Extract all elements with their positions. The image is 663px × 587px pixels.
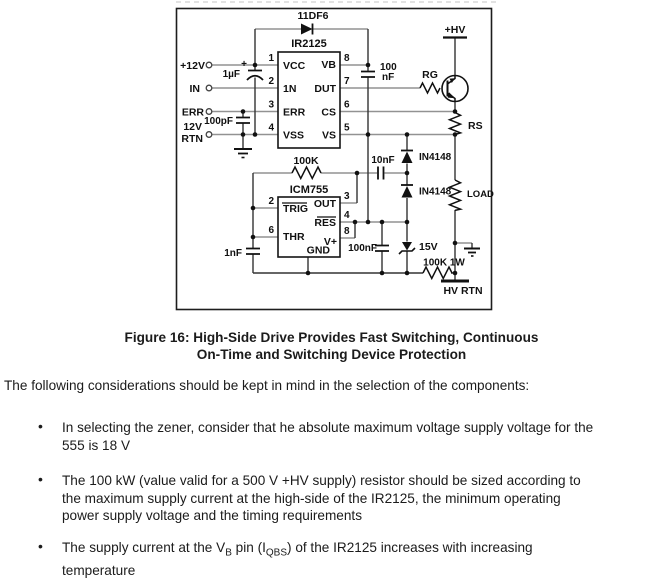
svg-text:4: 4 (268, 122, 274, 134)
svg-text:2: 2 (268, 196, 274, 207)
label-in4148-1: IN4148 (419, 152, 452, 163)
bullet-marker: • (38, 471, 43, 487)
bullet-marker: • (38, 418, 43, 434)
svg-text:RES: RES (314, 217, 336, 229)
svg-text:CS: CS (321, 106, 336, 119)
svg-text:2: 2 (268, 76, 274, 87)
intro-paragraph: The following considerations should be kept in mind in the selection of the components: (4, 378, 530, 393)
bullet-item-1 (0, 419, 663, 454)
figure-caption-line2: On-Time and Switching Device Protection (196, 347, 467, 362)
label-bootcap-100: 100 (380, 62, 397, 73)
bleed-100k1w-resistor (423, 267, 452, 279)
bullet-text-part: pin (I (231, 540, 266, 555)
rs-resistor (450, 113, 461, 135)
label-bootcap-nf: nF (382, 72, 395, 83)
in4148-diode-2 (401, 185, 413, 198)
bullet-text (62, 419, 663, 454)
bullet-line: In selecting the zener, consider that he absolute maximum voltage supply voltage for the (62, 420, 594, 435)
svg-text:5: 5 (344, 122, 350, 134)
svg-text:1N: 1N (283, 83, 297, 95)
label-15v: 15V (419, 241, 438, 253)
svg-text:8: 8 (344, 53, 350, 64)
label-1uf: 1µF (222, 69, 240, 80)
figure-caption-line1: Figure 16: High-Side Drive Provides Fast Switching, Continuous (124, 330, 539, 345)
svg-text:THR: THR (283, 231, 305, 243)
label-in4148-2: IN4148 (419, 186, 452, 198)
label-rs: RS (468, 120, 483, 132)
svg-text:6: 6 (344, 99, 350, 111)
svg-text:4: 4 (344, 210, 350, 221)
terminal-err (206, 109, 212, 115)
rg-resistor (420, 83, 440, 93)
bullet-line: The 100 kW (value valid for a 500 V +HV supply) resistor should be sized according to (62, 473, 581, 488)
timing-100k-resistor (292, 167, 321, 179)
svg-text:DUT: DUT (314, 83, 336, 95)
label-hv-rtn: HV RTN (443, 285, 483, 297)
svg-text:ERR: ERR (283, 106, 306, 119)
bullet-text-part: ) of the IR2125 increases with increasing (287, 540, 533, 555)
svg-text:TRIG: TRIG (283, 203, 309, 215)
cap-boot-100nf (361, 72, 375, 78)
svg-text:3: 3 (344, 191, 350, 202)
subscript-b: B (225, 547, 232, 559)
wires-horizontal (212, 29, 472, 243)
svg-text:OUT: OUT (313, 198, 336, 210)
terminal-12v (206, 62, 212, 68)
svg-text:VCC: VCC (283, 60, 306, 72)
label-1nf: 1nF (224, 248, 242, 259)
label-100k1w: 100K 1W (423, 257, 465, 269)
label-100nf: 100nF (348, 243, 377, 254)
label-12v: +12V (180, 60, 205, 72)
cap-100nf (375, 246, 389, 252)
switch-transistor (442, 76, 468, 102)
label-err: ERR (181, 106, 204, 119)
svg-text:6: 6 (268, 225, 274, 236)
label-100k: 100K (293, 155, 319, 167)
boot-diode-symbol (301, 24, 313, 35)
label-load: LOAD (467, 189, 494, 200)
label-cap-plus: + (241, 59, 247, 70)
svg-text:7: 7 (344, 76, 350, 87)
svg-text:3: 3 (268, 99, 274, 111)
terminal-in (206, 85, 212, 91)
cap-1nf (246, 249, 260, 255)
label-in: IN (189, 83, 200, 95)
bullet-line: power supply voltage and the timing requirements (62, 508, 362, 523)
terminal-rtn (206, 132, 212, 138)
label-10nf: 10nF (371, 155, 395, 166)
bullet-text-part: The supply current at the V (62, 540, 226, 555)
svg-text:VSS: VSS (283, 129, 305, 142)
bullet-line (62, 539, 663, 562)
in4148-diode-1 (401, 151, 413, 164)
label-rg: RG (422, 69, 438, 81)
bullet-line: temperature (62, 563, 136, 579)
label-rtn1: 12V (183, 121, 202, 133)
bullet-marker: • (38, 538, 43, 554)
bullet-line: 555 is 18 V (62, 437, 131, 453)
svg-text:VB: VB (321, 59, 336, 71)
figure-caption (0, 329, 663, 363)
icm755-title: ICM755 (289, 184, 329, 196)
ir2125-title: IR2125 (291, 38, 327, 50)
bullet-line: the maximum supply current at the high-side of the IR2125, the minimum operating (62, 490, 561, 506)
label-100pf: 100pF (204, 116, 233, 127)
cap-100pf (236, 118, 250, 124)
svg-text:8: 8 (344, 226, 350, 237)
bullet-item-2 (0, 472, 663, 525)
svg-text:1: 1 (268, 53, 274, 64)
label-hv: +HV (444, 24, 466, 36)
svg-text:V+: V+ (323, 236, 337, 248)
bullet-item-3 (0, 539, 663, 580)
svg-text:GND: GND (306, 244, 330, 257)
subscript-qbs: QBS (265, 547, 288, 559)
bullet-text (62, 539, 663, 580)
cap-10nf (378, 167, 384, 180)
label-boot-diode: 11DF6 (297, 10, 329, 22)
label-rtn2: RTN (181, 133, 203, 145)
svg-text:VS: VS (321, 129, 336, 142)
bullet-text (62, 472, 663, 525)
